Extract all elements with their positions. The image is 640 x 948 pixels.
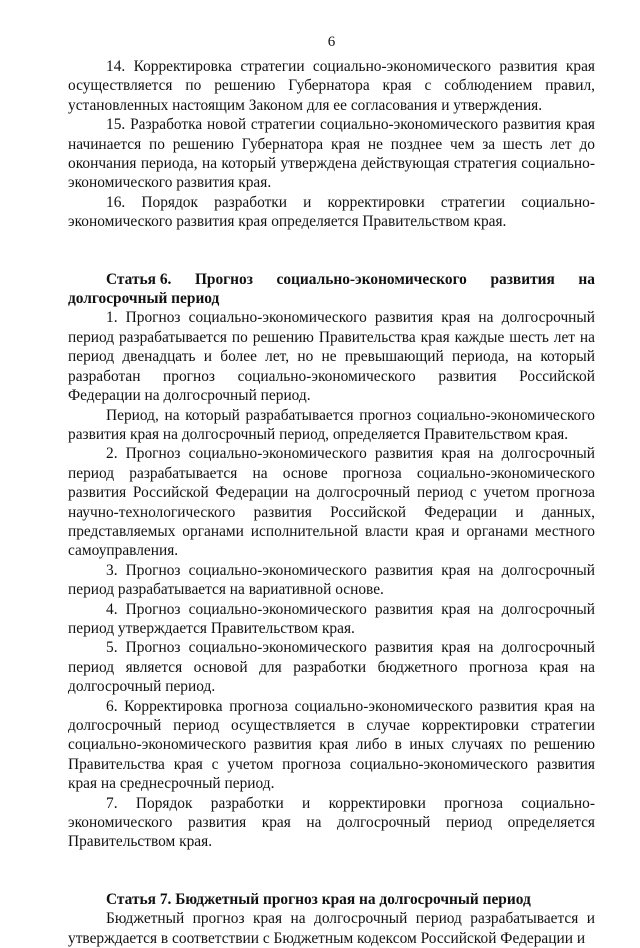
article-6-heading-line2: долгосрочный период <box>68 290 220 308</box>
article-6-heading-word: Статья 6. <box>106 270 172 288</box>
article-6-paragraph-5: 5. Прогноз социально-экономического развития края на долгосрочный период является основой для разработки бюджетного прогноза края на долгосрочный период. <box>68 639 595 696</box>
paragraph-15: 15. Разработка новой стратегии социально-экономического развития края начинается по решению Губернатора края не позднее чем за шесть лет до окончания периода, на который утверждена действующая стратегия социально-экономического развития края. <box>68 116 595 192</box>
spacer <box>68 251 595 270</box>
article-6-heading-word: Прогноз <box>194 270 253 288</box>
article-6-heading <box>68 270 595 309</box>
article-6-heading-word: на <box>578 270 595 288</box>
article-6-paragraph-2: 2. Прогноз социально-экономического развития края на долгосрочный период разрабатывается на основе прогноза социально-экономического развития Российской Федерации на долгосрочный период с учетом прогноза научно-технологического развития Российской Федерации и данных, представляемых органами исполнительной власти края и органами местного самоуправления. <box>68 445 595 560</box>
article-6-paragraph-3: 3. Прогноз социально-экономического развития края на долгосрочный период разрабатывается на вариативной основе. <box>68 561 595 599</box>
article-6-paragraph-6: 6. Корректировка прогноза социально-экономического развития края на долгосрочный период осуществляется в случае корректировки стратегии социально-экономического развития края либо в иных случаях по решению Правительства края с учетом прогноза социально-экономического развития края на среднесрочный период. <box>68 697 595 793</box>
article-6-heading-word: развития <box>490 270 555 288</box>
article-6-paragraph-4: 4. Прогноз социально-экономического развития края на долгосрочный период утверждается Правительством края. <box>68 600 595 637</box>
paragraph-16: 16. Порядок разработки и корректировки стратегии социально-экономического развития края определяется Правительством края. <box>68 193 595 231</box>
article-6-heading-word: социально-экономического <box>276 270 467 288</box>
article-6-heading-line1 <box>68 270 595 289</box>
article-7-heading: Статья 7. Бюджетный прогноз края на долгосрочный период <box>106 890 531 908</box>
article-7-paragraph-1: Бюджетный прогноз края на долгосрочный период разрабатывается и утверждается в соответствии с Бюджетным кодексом Российской Федерации и <box>68 910 595 947</box>
paragraph-14: 14. Корректировка стратегии социально-экономического развития края осуществляется по решению Губернатора края с соблюдением правил, установленных настоящим Законом для ее согласования и утверждения. <box>68 58 595 114</box>
spacer <box>68 871 595 890</box>
article-6-paragraph-7: 7. Порядок разработки и корректировки прогноза социально-экономического развития края на долгосрочный период определяется Правительством края. <box>68 794 595 851</box>
article-6-paragraph-period: Период, на который разрабатывается прогноз социально-экономического развития края на долгосрочный период, определяется Правительством края. <box>68 406 595 443</box>
article-6-paragraph-1: 1. Прогноз социально-экономического развития края на долгосрочный период разрабатывается по решению Правительства края каждые шесть лет на период двенадцать и более лет, но не превышающий периода, на который разработан прогноз социально-экономического развития Российской Федерации на долгосрочный период. <box>68 309 595 405</box>
page-number: 6 <box>327 34 336 50</box>
page-content <box>68 57 595 948</box>
